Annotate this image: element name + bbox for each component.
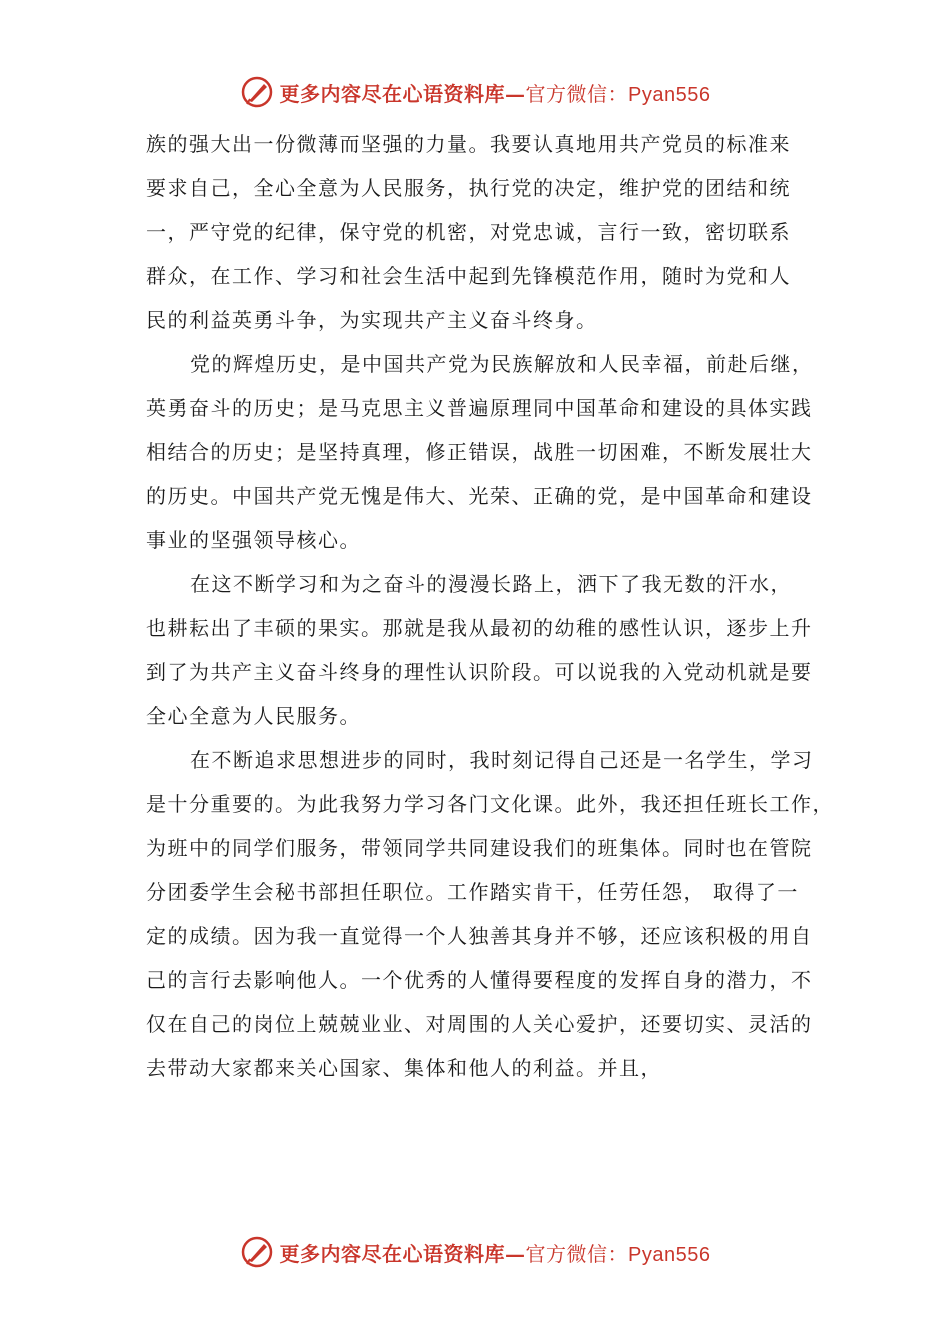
text-line: 全心全意为人民服务。 xyxy=(146,704,361,728)
text-line: 民的利益英勇斗争，为实现共产主义奋斗终身。 xyxy=(146,308,598,332)
watermark-dash: — xyxy=(505,1241,526,1266)
text-line: 在不断追求思想进步的同时，我时刻记得自己还是一名学生，学习 xyxy=(190,748,814,772)
watermark-brand: 更多内容尽在心语资料库 xyxy=(279,81,506,106)
text-line: 相结合的历史；是坚持真理，修正错误，战胜一切困难，不断发展壮大 xyxy=(146,440,813,464)
text-line: 一，严守党的纪律，保守党的机密，对党忠诚，言行一致，密切联系 xyxy=(146,220,791,244)
paragraph xyxy=(146,342,816,562)
text-line: 去带动大家都来关心国家、集体和他人的利益。并且， xyxy=(146,1056,662,1080)
text-line: 为班中的同学们服务，带领同学共同建设我们的班集体。同时也在管院 xyxy=(146,836,813,860)
watermark-text xyxy=(280,78,711,107)
paragraph xyxy=(146,562,816,738)
text-line: 到了为共产主义奋斗终身的理性认识阶段。可以说我的入党动机就是要 xyxy=(146,660,813,684)
watermark-contact: 官方微信：Pyan556 xyxy=(525,83,711,106)
quill-logo-icon xyxy=(240,75,274,109)
text-line: 英勇奋斗的历史；是马克思主义普遍原理同中国革命和建设的具体实践 xyxy=(146,396,813,420)
text-line: 也耕耘出了丰硕的果实。那就是我从最初的幼稚的感性认识，逐步上升 xyxy=(146,616,813,640)
text-line: 在这不断学习和为之奋斗的漫漫长路上，洒下了我无数的汗水， xyxy=(190,572,792,596)
body-text xyxy=(146,122,834,1090)
paragraph xyxy=(146,738,834,1090)
text-line: 分团委学生会秘书部担任职位。工作踏实肯干，任劳任怨， 取得了一 xyxy=(146,880,799,904)
text-line: 党的辉煌历史，是中国共产党为民族解放和人民幸福，前赴后继， xyxy=(190,352,814,376)
text-line: 群众，在工作、学习和社会生活中起到先锋模范作用，随时为党和人 xyxy=(146,264,791,288)
text-line: 仅在自己的岗位上兢兢业业、对周围的人关心爱护，还要切实、灵活的 xyxy=(146,1012,813,1036)
watermark-text xyxy=(280,1238,711,1267)
quill-logo-icon xyxy=(240,1235,274,1269)
text-line: 的历史。中国共产党无愧是伟大、光荣、正确的党，是中国革命和建设 xyxy=(146,484,813,508)
watermark-contact: 官方微信：Pyan556 xyxy=(525,1243,711,1266)
footer-watermark xyxy=(0,1232,950,1272)
watermark-dash: — xyxy=(505,81,526,106)
text-line: 族的强大出一份微薄而坚强的力量。我要认真地用共产党员的标准来 xyxy=(146,132,791,156)
text-line: 事业的坚强领导核心。 xyxy=(146,528,361,552)
watermark-brand: 更多内容尽在心语资料库 xyxy=(279,1241,506,1266)
header-watermark xyxy=(0,72,950,112)
text-line: 是十分重要的。为此我努力学习各门文化课。此外，我还担任班长工作， xyxy=(146,792,834,816)
text-line: 要求自己，全心全意为人民服务，执行党的决定，维护党的团结和统 xyxy=(146,176,791,200)
text-line: 己的言行去影响他人。一个优秀的人懂得要程度的发挥自身的潜力，不 xyxy=(146,968,813,992)
paragraph xyxy=(146,122,816,342)
text-line: 定的成绩。因为我一直觉得一个人独善其身并不够，还应该积极的用自 xyxy=(146,924,813,948)
